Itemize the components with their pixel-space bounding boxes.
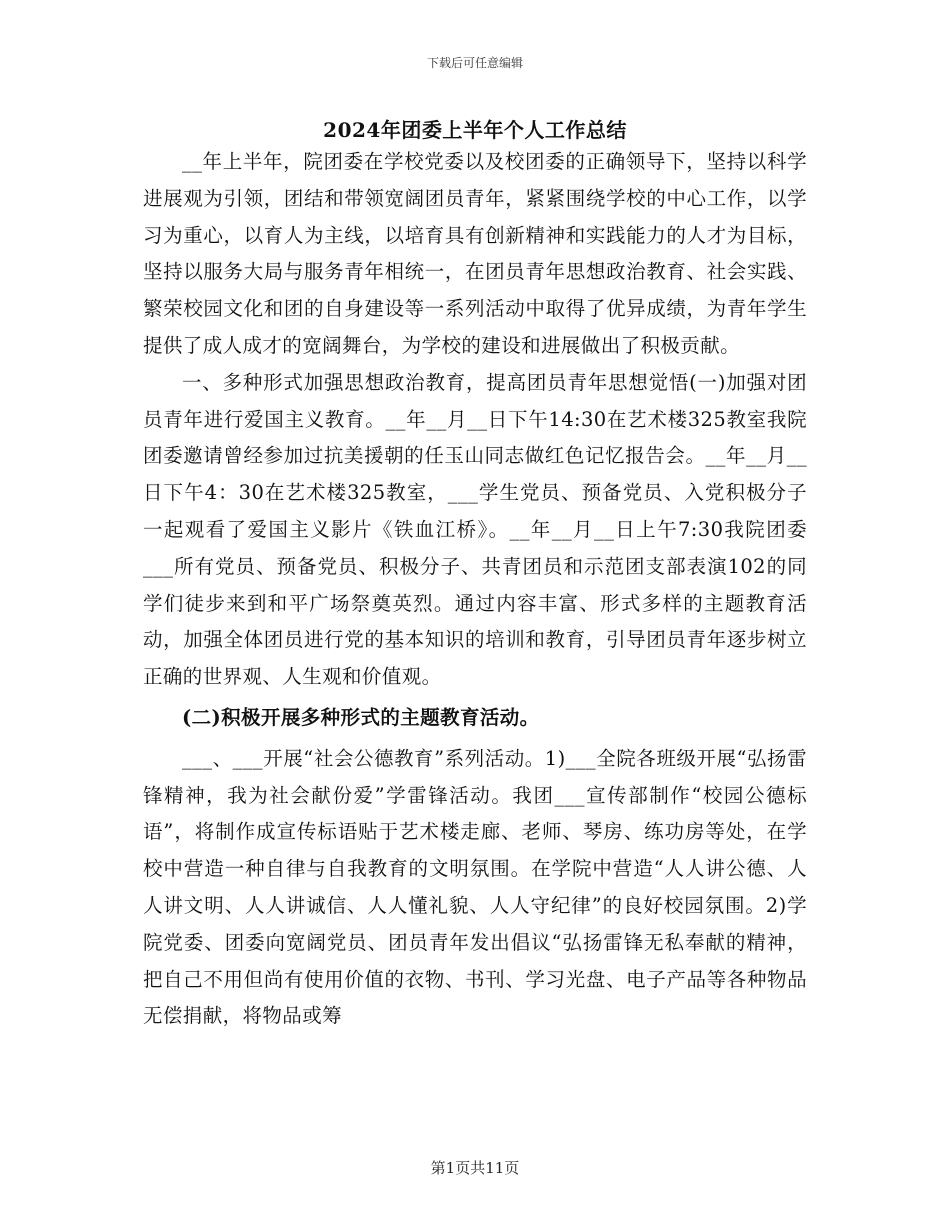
header-note: 下载后可任意编辑 (426, 56, 523, 70)
document-body (143, 144, 807, 1035)
page-footer: 第1页共11页 (430, 1159, 520, 1177)
paragraph-intro: __年上半年，院团委在学校党委以及校团委的正确领导下，坚持以科学进展观为引领，团结和带领宽阔团员青年，紧紧围绕学校的中心工作，以学习为重心，以育人为主线，以培育具有创新精神和实践能力的人才为目标，坚持以服务大局与服务青年相统一，在团员青年思想政治教育、社会实践、繁荣校园文化和团的自身建设等一系列活动中取得了优异成绩，为青年学生提供了成人成才的宽阔舞台，为学校的建设和进展做出了积极贡献。 (143, 150, 807, 357)
document-title: 2024年团委上半年个人工作总结 (323, 118, 627, 142)
paragraph-section-1: 一、多种形式加强思想政治教育，提高团员青年思想觉悟(一)加强对团员青年进行爱国主义教育。__年__月__日下午14:30在艺术楼325教室我院团委邀请曾经参加过抗美援朝的任玉山同志做红色记忆报告会。__年__月__日下午4：30在艺术楼325教室，___学生党员、预备党员、入党积极分子一起观看了爱国主义影片《铁血江桥》。__年__月__日上午7:30我院团委___所有党员、预备党员、积极分子、共青团员和示范团支部表演102的同学们徒步来到和平广场祭奠英烈。通过内容丰富、形式多样的主题教育活动，加强全体团员进行党的基本知识的培训和教育，引导团员青年逐步树立正确的世界观、人生观和价值观。 (143, 370, 807, 689)
subheading-2: (二)积极开展多种形式的主题教育活动。 (182, 705, 540, 729)
paragraph-section-2: ___、___开展“社会公德教育”系列活动。1)___全院各班级开展“弘扬雷锋精神，我为社会献份爱”学雷锋活动。我团___宣传部制作“校园公德标语”，将制作成宣传标语贴于艺术楼走廊、老师、琴房、练功房等处，在学校中营造一种自律与自我教育的文明氛围。在学院中营造“人人讲公德、人人讲文明、人人讲诚信、人人懂礼貌、人人守纪律”的良好校园氛围。2)学院党委、团委向宽阔党员、团员青年发出倡议“弘扬雷锋无私奉献的精神，把自己不用但尚有使用价值的衣物、书刊、学习光盘、电子产品等各种物品无偿捐献，将物品或筹 (143, 746, 807, 1028)
